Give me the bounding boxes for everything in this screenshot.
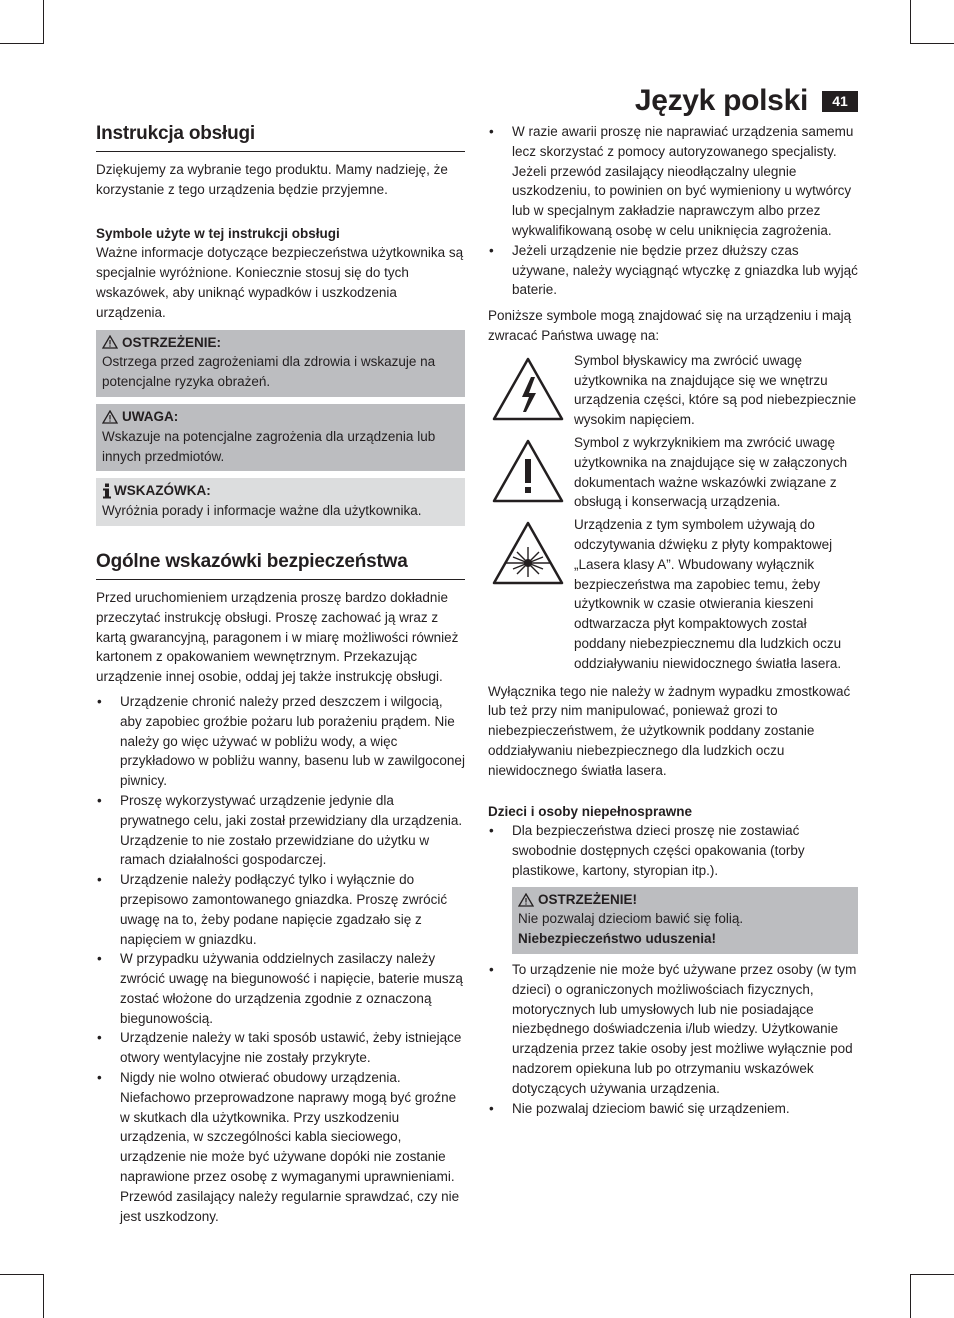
children-list-2 [488, 960, 858, 1118]
crop-mark [0, 43, 44, 44]
caution-text: Wskazuje na potencjalne zagrożenia dla urządzenia lub innych przedmiotów. [102, 428, 436, 464]
caution-box [96, 404, 465, 471]
symbol-lightning-row [488, 351, 858, 430]
list-item: • Urządzenie chronić należy przed deszczem i wilgocią, aby zapobiec groźbie pożaru lub porażeniu prądem. Nie należy go więc używać w pobliżu wody, a więc przykładowo w pobliżu wanny, basenu lub w zawilgoconej piwnicy. [96, 692, 465, 791]
foil-warning-box [512, 887, 858, 954]
crop-mark [910, 43, 954, 44]
warning-box [96, 330, 465, 397]
list-item: • Nie pozwalaj dzieciom bawić się urządzeniem. [488, 1099, 858, 1119]
laser-warning-text: Wyłącznika tego nie należy w żadnym wypadku zmostkować lub też przy nim manipulować, ponieważ grozi to niebezpieczeństwem, że użytkownik poddany zostanie oddziaływaniu niebezpiecznego dla ludzkich oczu niewidocznego światła lasera. [488, 683, 851, 778]
list-item: • Dla bezpieczeństwa dzieci proszę nie zostawiać swobodnie dostępnych części opakowania (torby plastikowe, kartony, styropian itp.). [488, 821, 858, 880]
symbol-laser-text: Urządzenia z tym symbolem używają do odczytywania dźwięku z płyty kompaktowej „Lasera klasy A”. Wbudowany wyłącznik bezpieczeństwa ma zapobiec temu, żeby użytkownik w czasie otwierania kieszeni odtwarzacza płyt kompaktowych został poddany niebezpiecznemu dla ludzkich oczu oddziaływaniu niewidocznego światła lasera. [574, 517, 842, 671]
foil-warning-text: Nie pozwalaj dzieciom bawić się folią. [518, 911, 744, 927]
list-item: • Urządzenie należy w taki sposób ustawić, żeby istniejące otwory wentylacyjne nie zostały przykryte. [96, 1028, 465, 1068]
warning-triangle-icon [102, 410, 118, 424]
symbol-exclamation-text: Symbol z wykrzyknikiem ma zwrócić uwagę użytkownika na znajdujące się w załączonych dokumentach ważne wskazówki związane z obsługą i konserwacją urządzenia. [574, 434, 848, 510]
list-item: • W przypadku używania oddzielnych zasilaczy należy zwrócić uwagę na biegunowość i napięcie, baterie muszą zostać włożone do urządzenia zgodnie z oznaczoną biegunowością. [96, 949, 465, 1028]
symbol-lightning-text: Symbol błyskawicy ma zwrócić uwagę użytkownika na znajdujące się we wnętrzu urządzenia części, które są pod niebezpiecznie wysokim napięciem. [574, 352, 857, 428]
crop-mark [910, 0, 911, 44]
children-heading: Dzieci i osoby niepełnosprawne [488, 803, 693, 819]
safety-list [96, 692, 465, 1227]
foil-warning-danger: Niebezpieczeństwo uduszenia! [518, 931, 717, 947]
warning-triangle-icon [102, 335, 118, 349]
section-title-safety: Ogólne wskazówki bezpieczeństwa [96, 550, 465, 580]
children-list [488, 821, 858, 880]
list-item: • Proszę wykorzystywać urządzenie jedynie dla prywatnego celu, jaki został przewidziany dla urządzenia. Urządzenie to nie zostało przewidziane do użytku w ramach działalności gospodarczej. [96, 791, 465, 870]
caution-label: UWAGA: [122, 408, 179, 424]
page-number: 41 [822, 91, 858, 112]
page-title: Język polski [634, 84, 808, 117]
list-item: • Nigdy nie wolno otwierać obudowy urządzenia. Niefachowo przeprowadzone naprawy mogą być groźne w skutkach dla użytkownika. Przy uszkodzeniu urządzenia, w szczególności kabla sieciowego, urządzenie nie może być używane dopóki nie zostanie naprawione przez osobę z wymaganymi uprawnieniami. Przewód zasilający należy regularnie sprawdzać, czy nie jest uszkodzony. [96, 1068, 465, 1226]
intro-text: Dziękujemy za wybranie tego produktu. Mamy nadzieję, że korzystanie z tego urządzenia będzie przyjemne. [96, 162, 448, 197]
general-intro: Przed uruchomieniem urządzenia proszę bardzo dokładnie przeczytać instrukcję obsługi. Proszę zachować ją wraz z kartą gwarancyjną, paragonem i w miarę możliwości również kartonem z opakowaniem wewnętrznym. Przekazując urządzenie innej osobie, oddaj jej także instrukcję obsługi. [96, 589, 459, 685]
symbols-text: Ważne informacje dotyczące bezpieczeństwa użytkownika są specjalnie wyróżnione. Koniecznie stosuj się do tych wskazówek, aby uniknąć wypadków i uszkodzenia urządzenia. [96, 245, 464, 320]
safety-list-continued [488, 122, 858, 300]
right-column [488, 122, 858, 1118]
crop-mark [43, 0, 44, 44]
warning-triangle-icon [518, 893, 534, 907]
list-item: • Jeżeli urządzenie nie będzie przez dłuższy czas używane, należy wyciągnąć wtyczkę z gniazdka lub wyjąć baterie. [488, 241, 858, 300]
note-text: Wyróżnia porady i informacje ważne dla użytkownika. [102, 503, 422, 519]
symbol-exclamation-row [488, 433, 858, 512]
left-column [96, 122, 465, 1226]
list-item: • W razie awarii proszę nie naprawiać urządzenia samemu lecz skorzystać z pomocy autoryzowanego specjalisty. Jeżeli przewód zasilający nieodłączalny ulegnie uszkodzeniu, to powinien on być wymieniony u wytwórcy lub w specjalnym zakładzie naprawczym albo przez wykwalifikowaną osobę w celu uniknięcia zagrożenia. [488, 122, 858, 241]
lightning-icon [490, 355, 566, 423]
symbols-heading: Symbole użyte w tej instrukcji obsługi [96, 225, 340, 241]
symbols-intro: Poniższe symbole mogą znajdować się na urządzeniu i mają zwracać Państwa uwagę na: [488, 308, 852, 343]
crop-mark [0, 1274, 44, 1275]
note-box [96, 478, 465, 526]
foil-warning-body [518, 909, 852, 949]
symbol-laser-row [488, 515, 858, 673]
section-title-instructions: Instrukcja obsługi [96, 122, 465, 152]
crop-mark [910, 1274, 954, 1275]
warning-text: Ostrzega przed zagrożeniami dla zdrowia i wskazuje na potencjalne ryzyka obrażeń. [102, 354, 436, 390]
foil-warning-label: OSTRZEŻENIE! [538, 891, 638, 907]
list-item: • Urządzenie należy podłączyć tylko i wyłącznie do przepisowo zamontowanego gniazdka. Proszę zwrócić uwagę na to, żeby podane napięcie zgadzało się z napięciem w gniazdku. [96, 870, 465, 949]
crop-mark [43, 1274, 44, 1318]
list-item: • To urządzenie nie może być używane przez osoby (w tym dzieci) o ograniczonych możliwościach fizycznych, motorycznych lub umysłowych lub nie posiadające niezbędnego doświadczenia i/lub wiedzy. Użytkowanie urządzenia przez takie osoby jest możliwe wyłącznie pod nadzorem opiekuna lub po otrzymaniu wskazówek dotyczących używania urządzenia. [488, 960, 858, 1099]
crop-mark [910, 1274, 911, 1318]
laser-icon [490, 519, 566, 587]
warning-label: OSTRZEŻENIE: [122, 334, 222, 350]
info-icon [102, 483, 112, 499]
exclamation-icon [490, 437, 566, 505]
note-label: WSKAZÓWKA: [114, 483, 211, 499]
